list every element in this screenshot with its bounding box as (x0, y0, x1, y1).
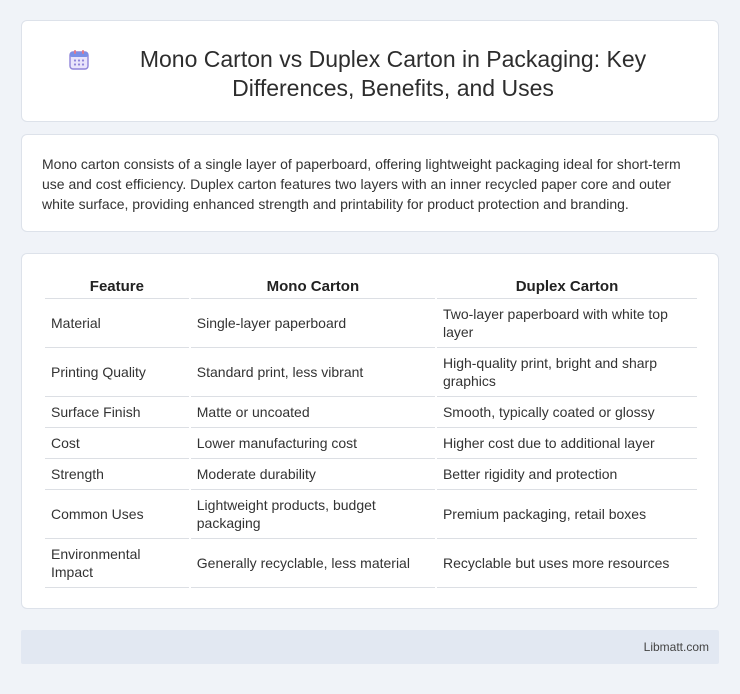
duplex-cell: Higher cost due to additional layer (437, 428, 697, 459)
table-row (45, 299, 697, 348)
feature-cell: Surface Finish (45, 397, 189, 428)
comparison-table-card (21, 253, 719, 609)
table-row (45, 348, 697, 397)
duplex-cell: Two-layer paperboard with white top layer (437, 299, 697, 348)
feature-cell: Material (45, 299, 189, 348)
feature-cell: Cost (45, 428, 189, 459)
mono-cell: Standard print, less vibrant (191, 348, 435, 397)
header-mono-carton: Mono Carton (191, 275, 435, 299)
mono-cell: Moderate durability (191, 459, 435, 490)
table-row (45, 490, 697, 539)
header-feature: Feature (45, 275, 189, 299)
feature-cell: Strength (45, 459, 189, 490)
duplex-cell: Premium packaging, retail boxes (437, 490, 697, 539)
table-row (45, 428, 697, 459)
comparison-table (43, 275, 699, 588)
feature-cell: Printing Quality (45, 348, 189, 397)
duplex-cell: Smooth, typically coated or glossy (437, 397, 697, 428)
page-title: Mono Carton vs Duplex Carton in Packaging: Key Differences, Benefits, and Uses (139, 46, 647, 101)
footer-bar (21, 630, 719, 664)
mono-cell: Single-layer paperboard (191, 299, 435, 348)
feature-cell: Environmental Impact (45, 539, 189, 588)
duplex-cell: High-quality print, bright and sharp graphics (437, 348, 697, 397)
mono-cell: Generally recyclable, less material (191, 539, 435, 588)
title-card (21, 20, 719, 122)
table-row (45, 459, 697, 490)
table-header-row (45, 275, 697, 299)
table-row (45, 539, 697, 588)
calendar-icon (67, 48, 91, 72)
mono-cell: Matte or uncoated (191, 397, 435, 428)
intro-card (21, 134, 719, 232)
header-duplex-carton: Duplex Carton (437, 275, 697, 299)
intro-text: Mono carton consists of a single layer of paperboard, offering lightweight packaging ideal for short-term use and cost efficiency. Duplex carton features two layers with an inner recycled paper core and outer white surface, providing enhanced strength and printability for product protection and branding. (42, 156, 681, 212)
mono-cell: Lightweight products, budget packaging (191, 490, 435, 539)
duplex-cell: Better rigidity and protection (437, 459, 697, 490)
feature-cell: Common Uses (45, 490, 189, 539)
footer-brand[interactable]: Libmatt.com (643, 640, 709, 654)
table-row (45, 397, 697, 428)
mono-cell: Lower manufacturing cost (191, 428, 435, 459)
duplex-cell: Recyclable but uses more resources (437, 539, 697, 588)
